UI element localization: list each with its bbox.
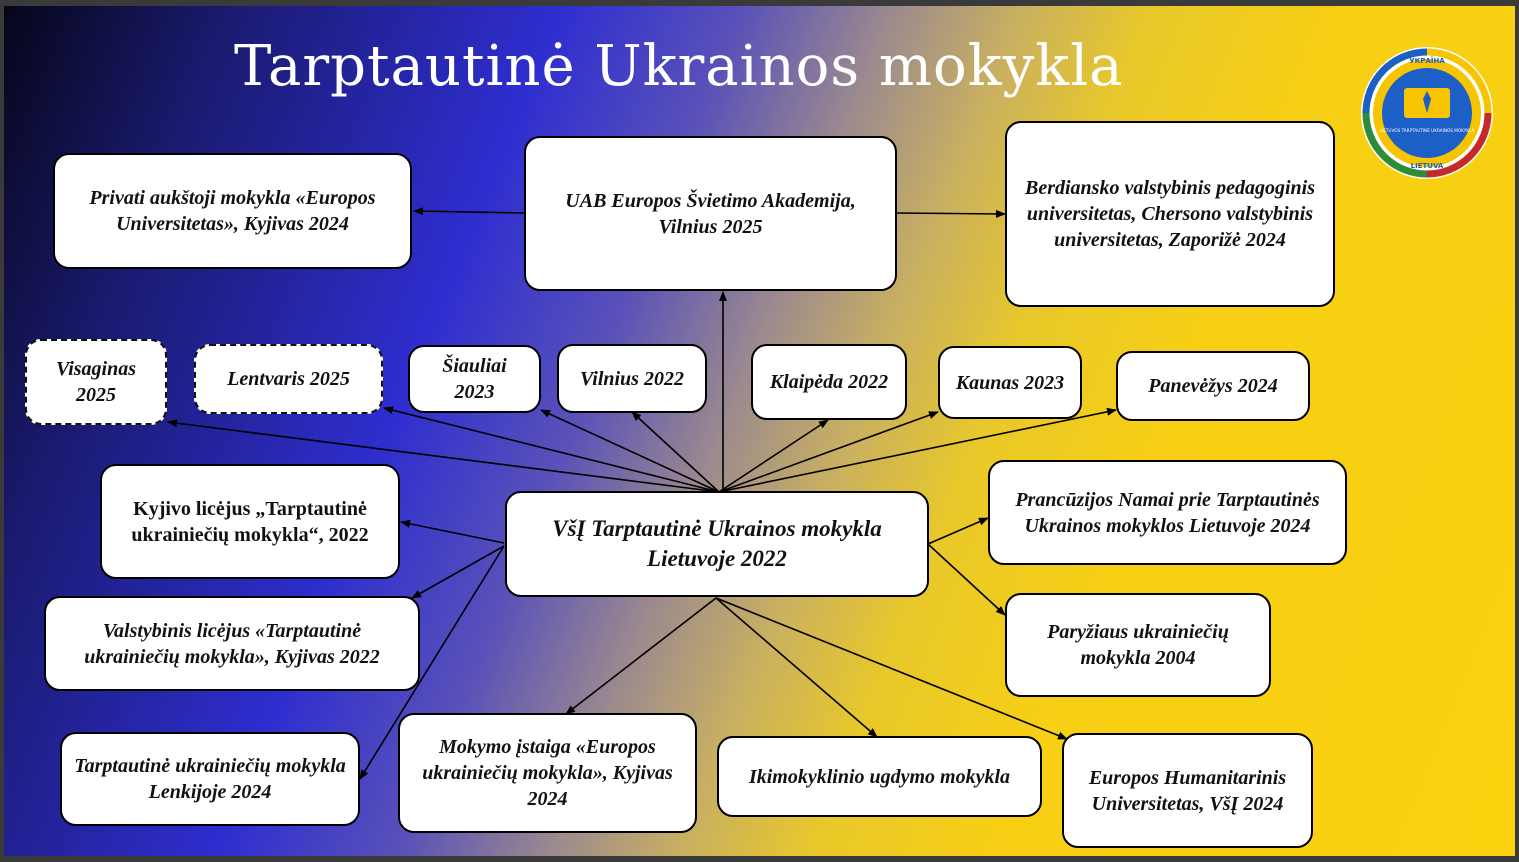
arrow-to-siauliai (541, 410, 719, 492)
arrow-to-kyjivo (401, 522, 504, 543)
node-berdiansko: Berdiansko valstybinis pedagoginis universitetas, Chersono valstybinis universitetas, Zaporižė 2024 (1005, 121, 1335, 307)
svg-text:УКРАЇНА: УКРАЇНА (1409, 57, 1445, 65)
arrow-to-kaunas (719, 412, 938, 492)
arrow-to-pranc (928, 518, 988, 544)
node-lentvaris: Lentvaris 2025 (194, 344, 383, 414)
node-kaunas: Kaunas 2023 (938, 346, 1082, 419)
node-kyjivo-licejus: Kyjivo licėjus „Tarptautinė ukrainiečių mokykla“, 2022 (100, 464, 400, 579)
arrow-to-privati (414, 211, 524, 213)
svg-text:LIETUVA: LIETUVA (1410, 162, 1444, 170)
node-center: VšĮ Tarptautinė Ukrainos mokykla Lietuvoje 2022 (505, 491, 929, 597)
node-siauliai: Šiauliai 2023 (408, 345, 541, 413)
node-lenkija: Tarptautinė ukrainiečių mokykla Lenkijoje 2024 (60, 732, 360, 826)
node-uab: UAB Europos Švietimo Akademija, Vilnius 2025 (524, 136, 897, 291)
node-pranc: Prancūzijos Namai prie Tarptautinės Ukrainos mokyklos Lietuvoje 2024 (988, 460, 1347, 565)
node-visaginas: Visaginas 2025 (25, 339, 167, 425)
arrow-to-lentvaris (384, 408, 719, 492)
node-vilnius: Vilnius 2022 (557, 344, 707, 413)
arrow-to-mokymo (566, 598, 716, 714)
node-mokymo: Mokymo įstaiga «Europos ukrainiečių mokykla», Kyjivas 2024 (398, 713, 697, 833)
node-privati: Privati aukštoji mokykla «Europos Universitetas», Kyjivas 2024 (53, 153, 412, 269)
arrow-to-berdiansko (896, 213, 1005, 214)
node-humanitarinis: Europos Humanitarinis Universitetas, VšĮ 2024 (1062, 733, 1313, 848)
svg-text:LIETUVOS TARPTAUTINĖ UKRAINOS: LIETUVOS TARPTAUTINĖ UKRAINOS MOKYKLA (1379, 128, 1475, 133)
page-title: Tarptautinė Ukrainos mokykla (234, 34, 1124, 99)
slide (4, 6, 1515, 856)
node-panevezys: Panevėžys 2024 (1116, 351, 1310, 421)
arrow-to-ikimokyklinio (716, 598, 877, 737)
arrow-to-vilnius (632, 412, 719, 492)
node-klaipeda: Klaipėda 2022 (751, 344, 907, 420)
node-paryziaus: Paryžiaus ukrainiečių mokykla 2004 (1005, 593, 1271, 697)
arrow-to-valstybinis (412, 546, 504, 598)
node-valstybinis: Valstybinis licėjus «Tarptautinė ukrainiečių mokykla», Kyjivas 2022 (44, 596, 420, 691)
school-logo (1352, 46, 1502, 180)
node-ikimokyklinio: Ikimokyklinio ugdymo mokykla (717, 736, 1042, 817)
